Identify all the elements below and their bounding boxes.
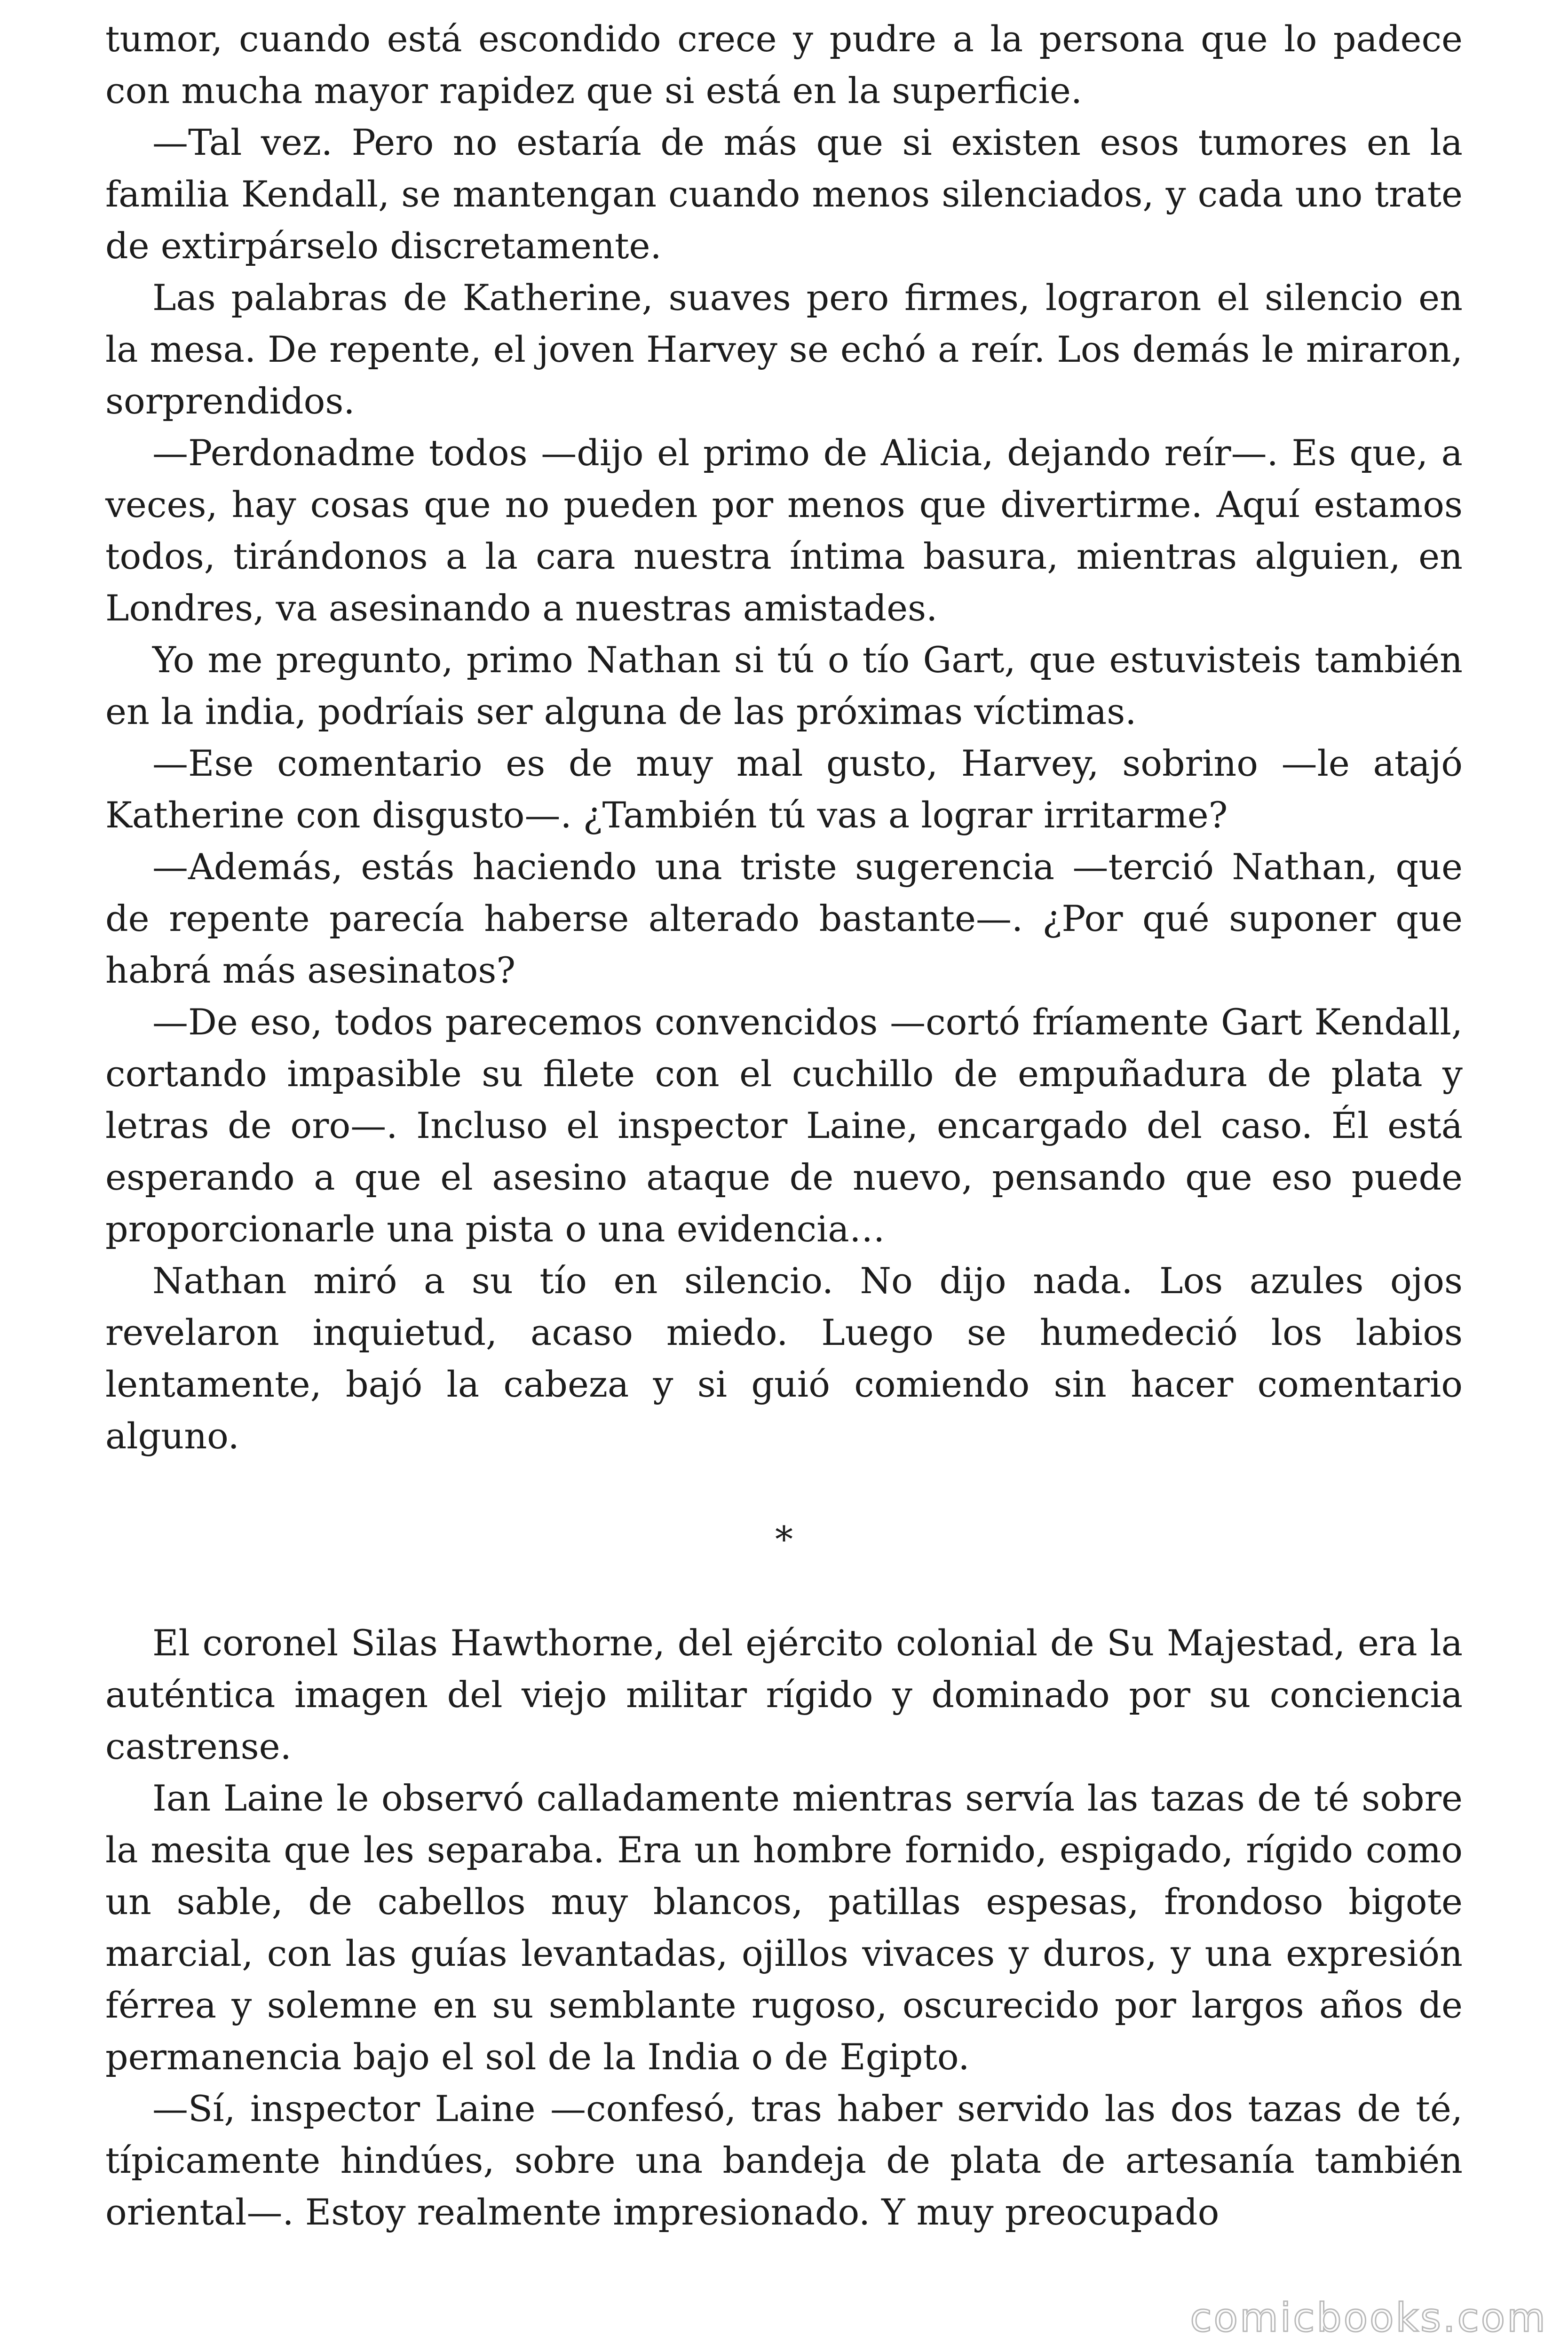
paragraph: Nathan miró a su tío en silencio. No dijo nada. Los azules ojos revelaron inquietud, acaso miedo. Luego se humedeció los labios lentamente, bajó la cabeza y si guió comiendo sin hacer comentario alguno. xyxy=(105,1260,1463,1457)
watermark: comicbooks.com xyxy=(1190,2295,1547,2341)
paragraph: Ian Laine le observó calladamente mientras servía las tazas de té sobre la mesita que les separaba. Era un hombre fornido, espigado, rígido como un sable, de cabellos muy blancos, patillas espesas, frondoso bigote marcial, con las guías levantadas, ojillos vivaces y duros, y una expresión férrea y solemne en su semblante rugoso, oscurecido por largos años de permanencia bajo el sol de la India o de Egipto. xyxy=(105,1777,1463,2078)
paragraph: —Además, estás haciendo una triste sugerencia —terció Nathan, que de repente parecía haberse alterado bastante—. ¿Por qué suponer que habrá más asesinatos? xyxy=(105,846,1463,991)
text-column xyxy=(105,13,1463,2238)
paragraph: —Ese comentario es de muy mal gusto, Harvey, sobrino —le atajó Katherine con disgusto—. ¿También tú vas a lograr irritarme? xyxy=(105,742,1463,836)
paragraph: tumor, cuando está escondido crece y pudre a la persona que lo padece con mucha mayor rapidez que si está en la superficie. xyxy=(105,18,1463,111)
paragraph: —Tal vez. Pero no estaría de más que si existen esos tumores en la familia Kendall, se mantengan cuando menos silenciados, y cada uno trate de extirpárselo discretamente. xyxy=(105,121,1463,267)
paragraph: Yo me pregunto, primo Nathan si tú o tío Gart, que estuvisteis también en la india, podríais ser alguna de las próximas víctimas. xyxy=(105,639,1463,732)
paragraph: —Sí, inspector Laine —confesó, tras haber servido las dos tazas de té, típicamente hindúes, sobre una bandeja de plata de artesanía también oriental—. Estoy realmente impresionado. Y muy preocupado xyxy=(105,2088,1463,2233)
paragraph: El coronel Silas Hawthorne, del ejército colonial de Su Majestad, era la auténtica imagen del viejo militar rígido y dominado por su conciencia castrense. xyxy=(105,1622,1463,1767)
paragraph: —Perdonadme todos —dijo el primo de Alicia, dejando reír—. Es que, a veces, hay cosas que no pueden por menos que divertirme. Aquí estamos todos, tirándonos a la cara nuestra íntima basura, mientras alguien, en Londres, va asesinando a nuestras amistades. xyxy=(105,432,1463,629)
paragraph: —De eso, todos parecemos convencidos —cortó fríamente Gart Kendall, cortando impasible su filete con el cuchillo de empuñadura de plata y letras de oro—. Incluso el inspector Laine, encargado del caso. Él está esperando a que el asesino ataque de nuevo, pensando que eso puede proporcionarle una pista o una evidencia… xyxy=(105,1001,1463,1250)
paragraph: Las palabras de Katherine, suaves pero firmes, lograron el silencio en la mesa. De repente, el joven Harvey se echó a reír. Los demás le miraron, sorprendidos. xyxy=(105,277,1463,422)
section-separator: * xyxy=(775,1518,793,1560)
